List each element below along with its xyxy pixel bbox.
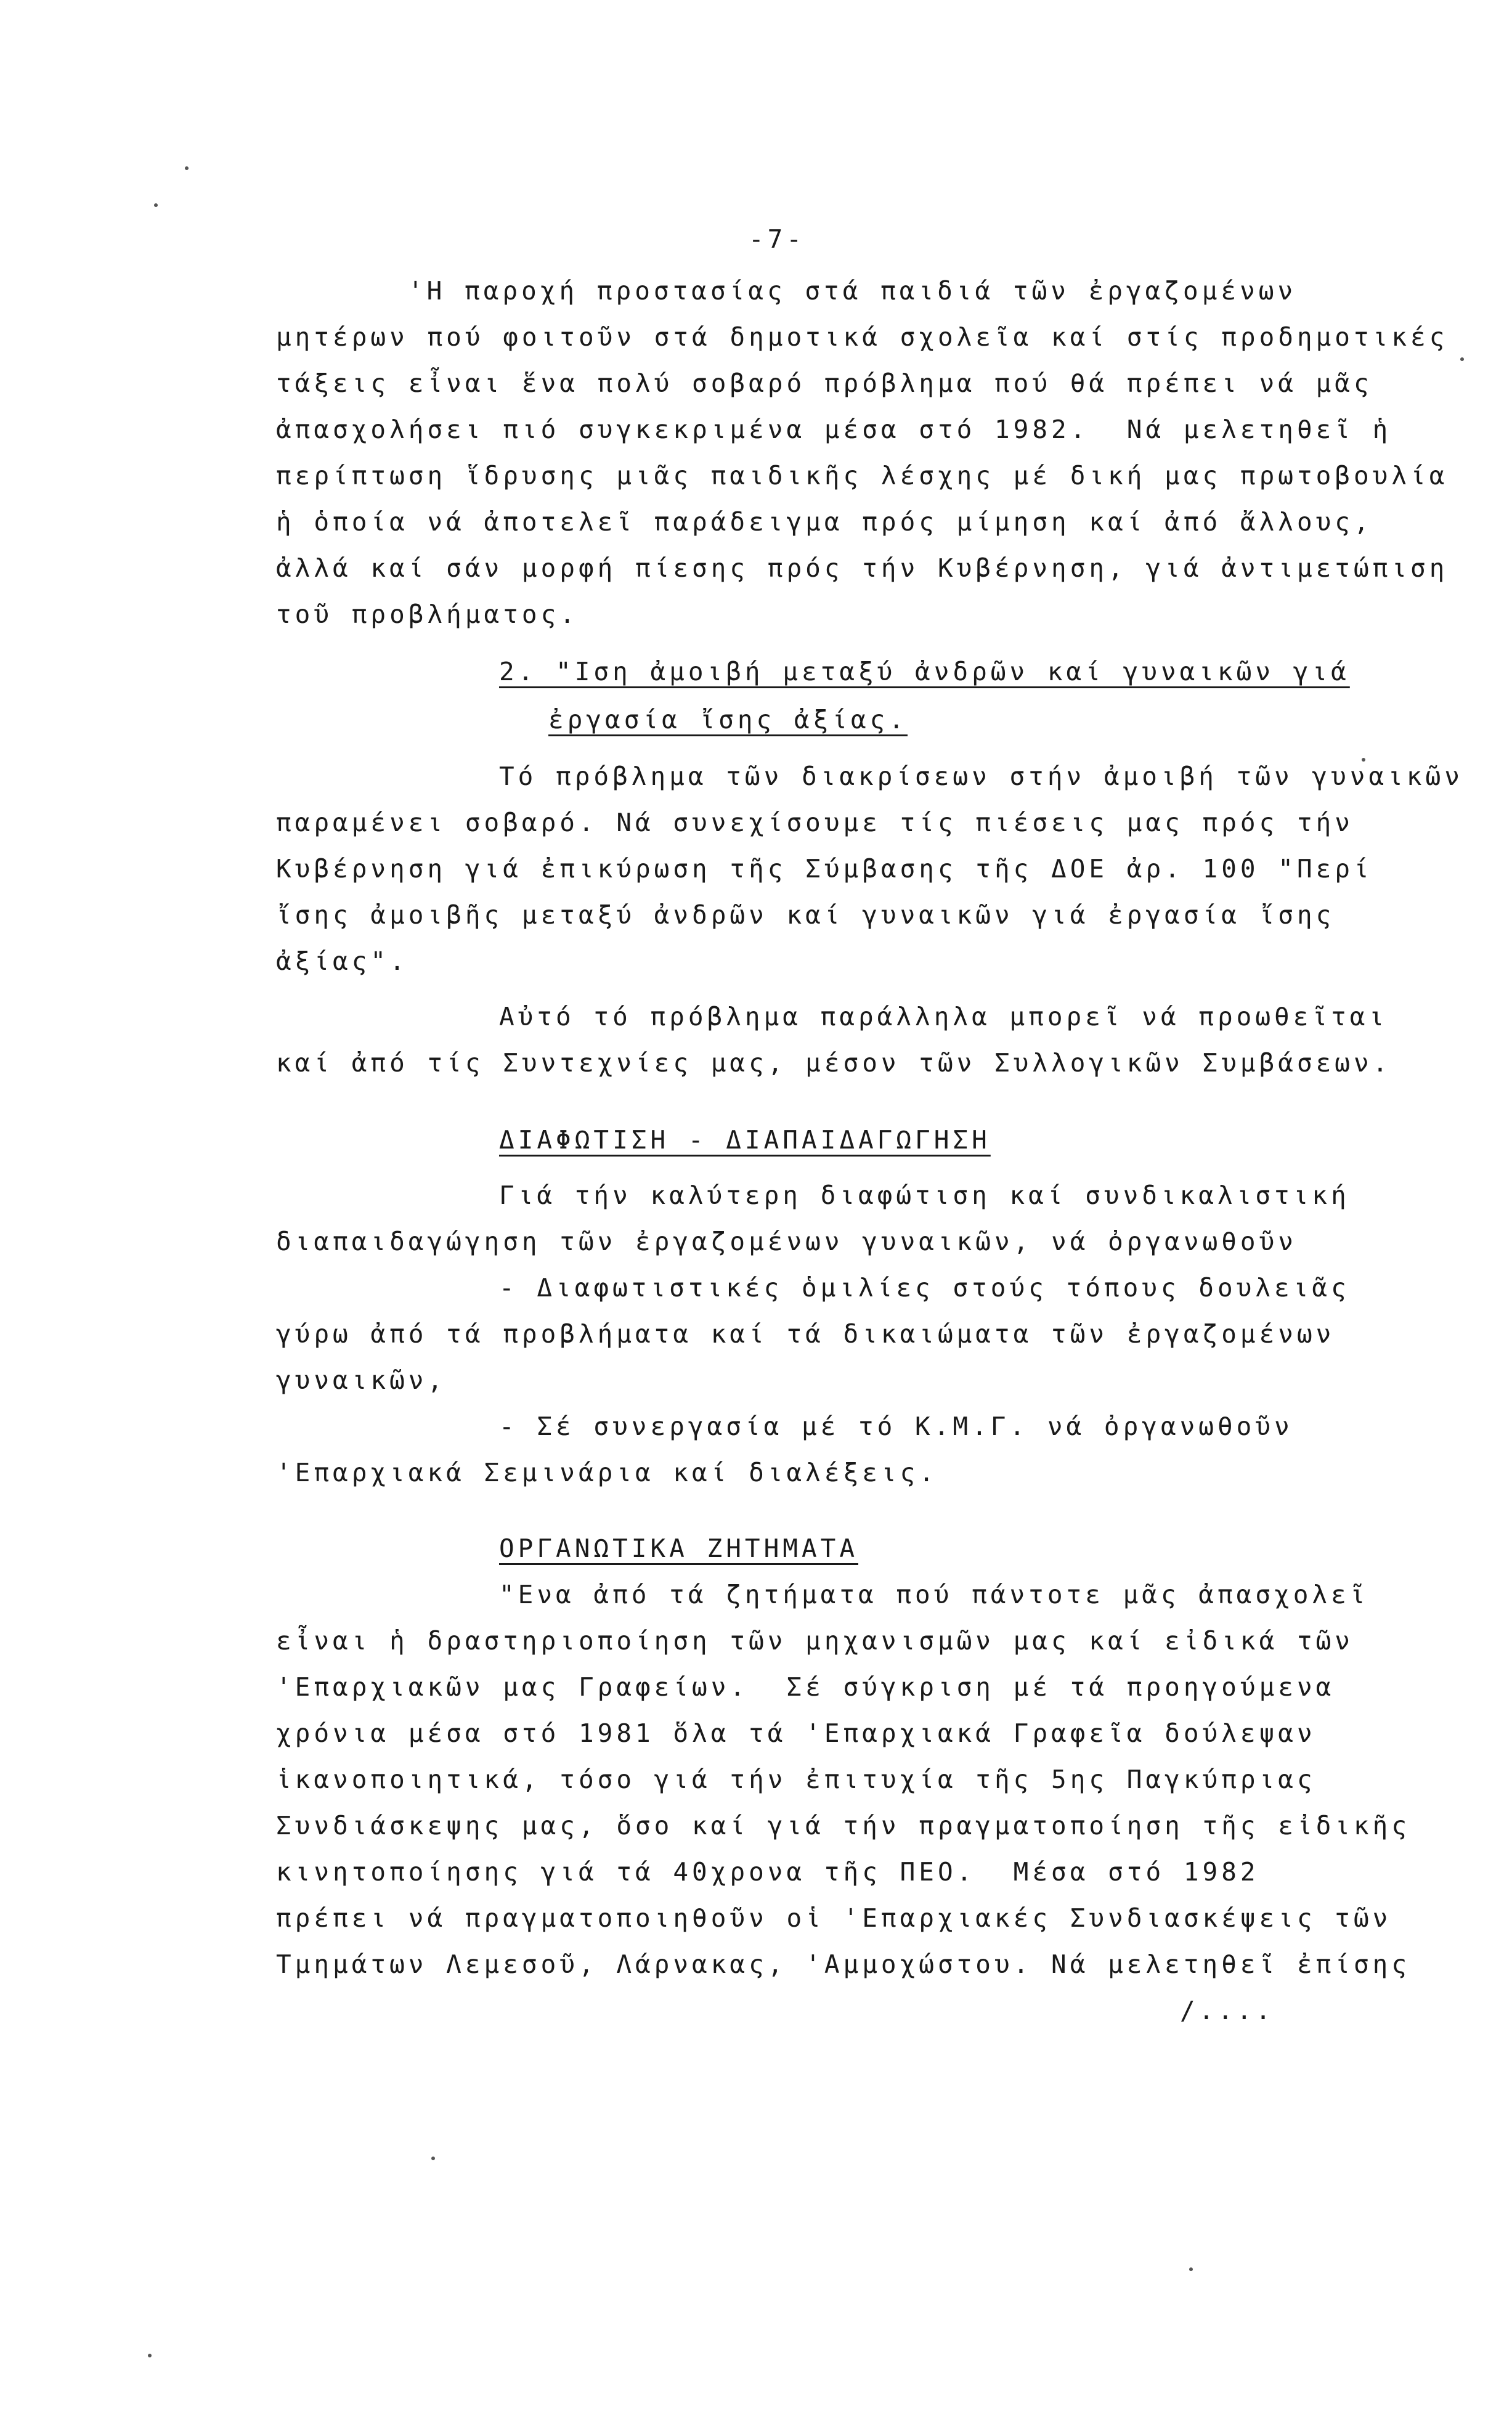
text-line: γύρω ἀπό τά προβλήματα καί τά δικαιώματα τῶν ἐργαζομένων — [276, 1319, 1335, 1349]
text-line: τοῦ προβλήματος. — [276, 600, 579, 629]
text-line: Τό πρόβλημα τῶν διακρίσεων στήν ἀμοιβή τῶν γυναικῶν — [499, 762, 1463, 791]
scan-speck — [154, 203, 158, 207]
text-line: καί ἀπό τίς Συντεχνίες μας, μέσον τῶν Συλλογικῶν Συμβάσεων. — [276, 1048, 1392, 1078]
text-line: ἀξίας". — [276, 946, 408, 976]
continuation-mark: /.... — [1180, 1996, 1275, 2025]
page-number: -7- — [749, 224, 806, 254]
text-line: 'Επαρχιακά Σεμινάρια καί διαλέξεις. — [276, 1458, 938, 1487]
text-line: πρέπει νά πραγματοποιηθοῦν οἱ 'Επαρχιακές Συνδιασκέψεις τῶν — [276, 1903, 1392, 1933]
text-line: Γιά τήν καλύτερη διαφώτιση καί συνδικαλιστική — [499, 1181, 1350, 1210]
text-line: Αὐτό τό πρόβλημα παράλληλα μπορεῖ νά προωθεῖται — [499, 1002, 1388, 1031]
text-line: ἴσης ἀμοιβῆς μεταξύ ἀνδρῶν καί γυναικῶν γιά ἐργασία ἴσης — [276, 900, 1335, 930]
list-item: - Διαφωτιστικές ὁμιλίες στούς τόπους δουλειᾶς — [499, 1273, 1350, 1303]
scan-speck — [185, 166, 189, 170]
text-line: περίπτωση ἵδρυσης μιᾶς παιδικῆς λέσχης μέ δική μας πρωτοβουλία — [276, 461, 1449, 490]
scan-speck — [148, 2354, 152, 2357]
text-line: ἀλλά καί σάν μορφή πίεσης πρός τήν Κυβέρνηση, γιά ἀντιμετώπιση — [276, 553, 1449, 583]
text-line: παραμένει σοβαρό. Νά συνεχίσουμε τίς πιέσεις μας πρός τήν — [276, 808, 1354, 837]
text-line: 'Η παροχή προστασίας στά παιδιά τῶν ἐργαζομένων — [408, 276, 1297, 306]
scan-speck — [1189, 2267, 1193, 2271]
text-line: ἱκανοποιητικά, τόσο γιά τήν ἐπιτυχία τῆς 5ης Παγκύπριας — [276, 1765, 1316, 1794]
text-line: 'Επαρχιακῶν μας Γραφείων. Σέ σύγκριση μέ τά προηγούμενα — [276, 1672, 1335, 1702]
text-line: "Ενα ἀπό τά ζητήματα πού πάντοτε μᾶς ἀπασχολεῖ — [499, 1580, 1369, 1609]
scan-speck — [431, 2157, 435, 2160]
section-heading-equal-pay: 2. "Ιση ἀμοιβή μεταξύ ἀνδρῶν καί γυναικῶν γιά — [499, 657, 1350, 686]
text-line: μητέρων πού φοιτοῦν στά δημοτικά σχολεῖα καί στίς προδημοτικές — [276, 322, 1449, 352]
scan-speck — [1460, 357, 1464, 361]
section-heading-equal-pay-continued: ἐργασία ἴσης ἀξίας. — [548, 705, 908, 734]
section-heading-enlightenment: ΔΙΑΦΩΤΙΣΗ - ΔΙΑΠΑΙΔΑΓΩΓΗΣΗ — [499, 1125, 991, 1155]
section-heading-organizational: ΟΡΓΑΝΩΤΙΚΑ ΖΗΤΗΜΑΤΑ — [499, 1534, 858, 1563]
text-line: κινητοποίησης γιά τά 40χρονα τῆς ΠΕΟ. Μέσα στό 1982 — [276, 1857, 1259, 1887]
text-line: διαπαιδαγώγηση τῶν ἐργαζομένων γυναικῶν, νά ὀργανωθοῦν — [276, 1227, 1297, 1256]
list-item: - Σέ συνεργασία μέ τό Κ.Μ.Γ. νά ὀργανωθοῦν — [499, 1412, 1293, 1441]
text-line: γυναικῶν, — [276, 1365, 447, 1395]
text-line: χρόνια μέσα στό 1981 ὅλα τά 'Επαρχιακά Γραφεῖα δούλεψαν — [276, 1718, 1316, 1748]
text-line: Συνδιάσκεψης μας, ὅσο καί γιά τήν πραγματοποίηση τῆς εἰδικῆς — [276, 1811, 1411, 1840]
text-line: εἶναι ἡ δραστηριοποίηση τῶν μηχανισμῶν μας καί εἰδικά τῶν — [276, 1626, 1354, 1656]
text-line: ἀπασχολήσει πιό συγκεκριμένα μέσα στό 1982. Νά μελετηθεῖ ἡ — [276, 415, 1392, 444]
text-line: ἡ ὁποία νά ἀποτελεῖ παράδειγμα πρός μίμηση καί ἀπό ἄλλους, — [276, 507, 1373, 537]
text-line: Κυβέρνηση γιά ἐπικύρωση τῆς Σύμβασης τῆς ΔΟΕ ἀρ. 100 "Περί — [276, 854, 1373, 884]
text-line: Τμημάτων Λεμεσοῦ, Λάρνακας, 'Αμμοχώστου. Νά μελετηθεῖ ἐπίσης — [276, 1950, 1411, 1979]
text-line: τάξεις εἶναι ἕνα πολύ σοβαρό πρόβλημα πού θά πρέπει νά μᾶς — [276, 368, 1373, 398]
scan-speck — [1362, 758, 1365, 762]
